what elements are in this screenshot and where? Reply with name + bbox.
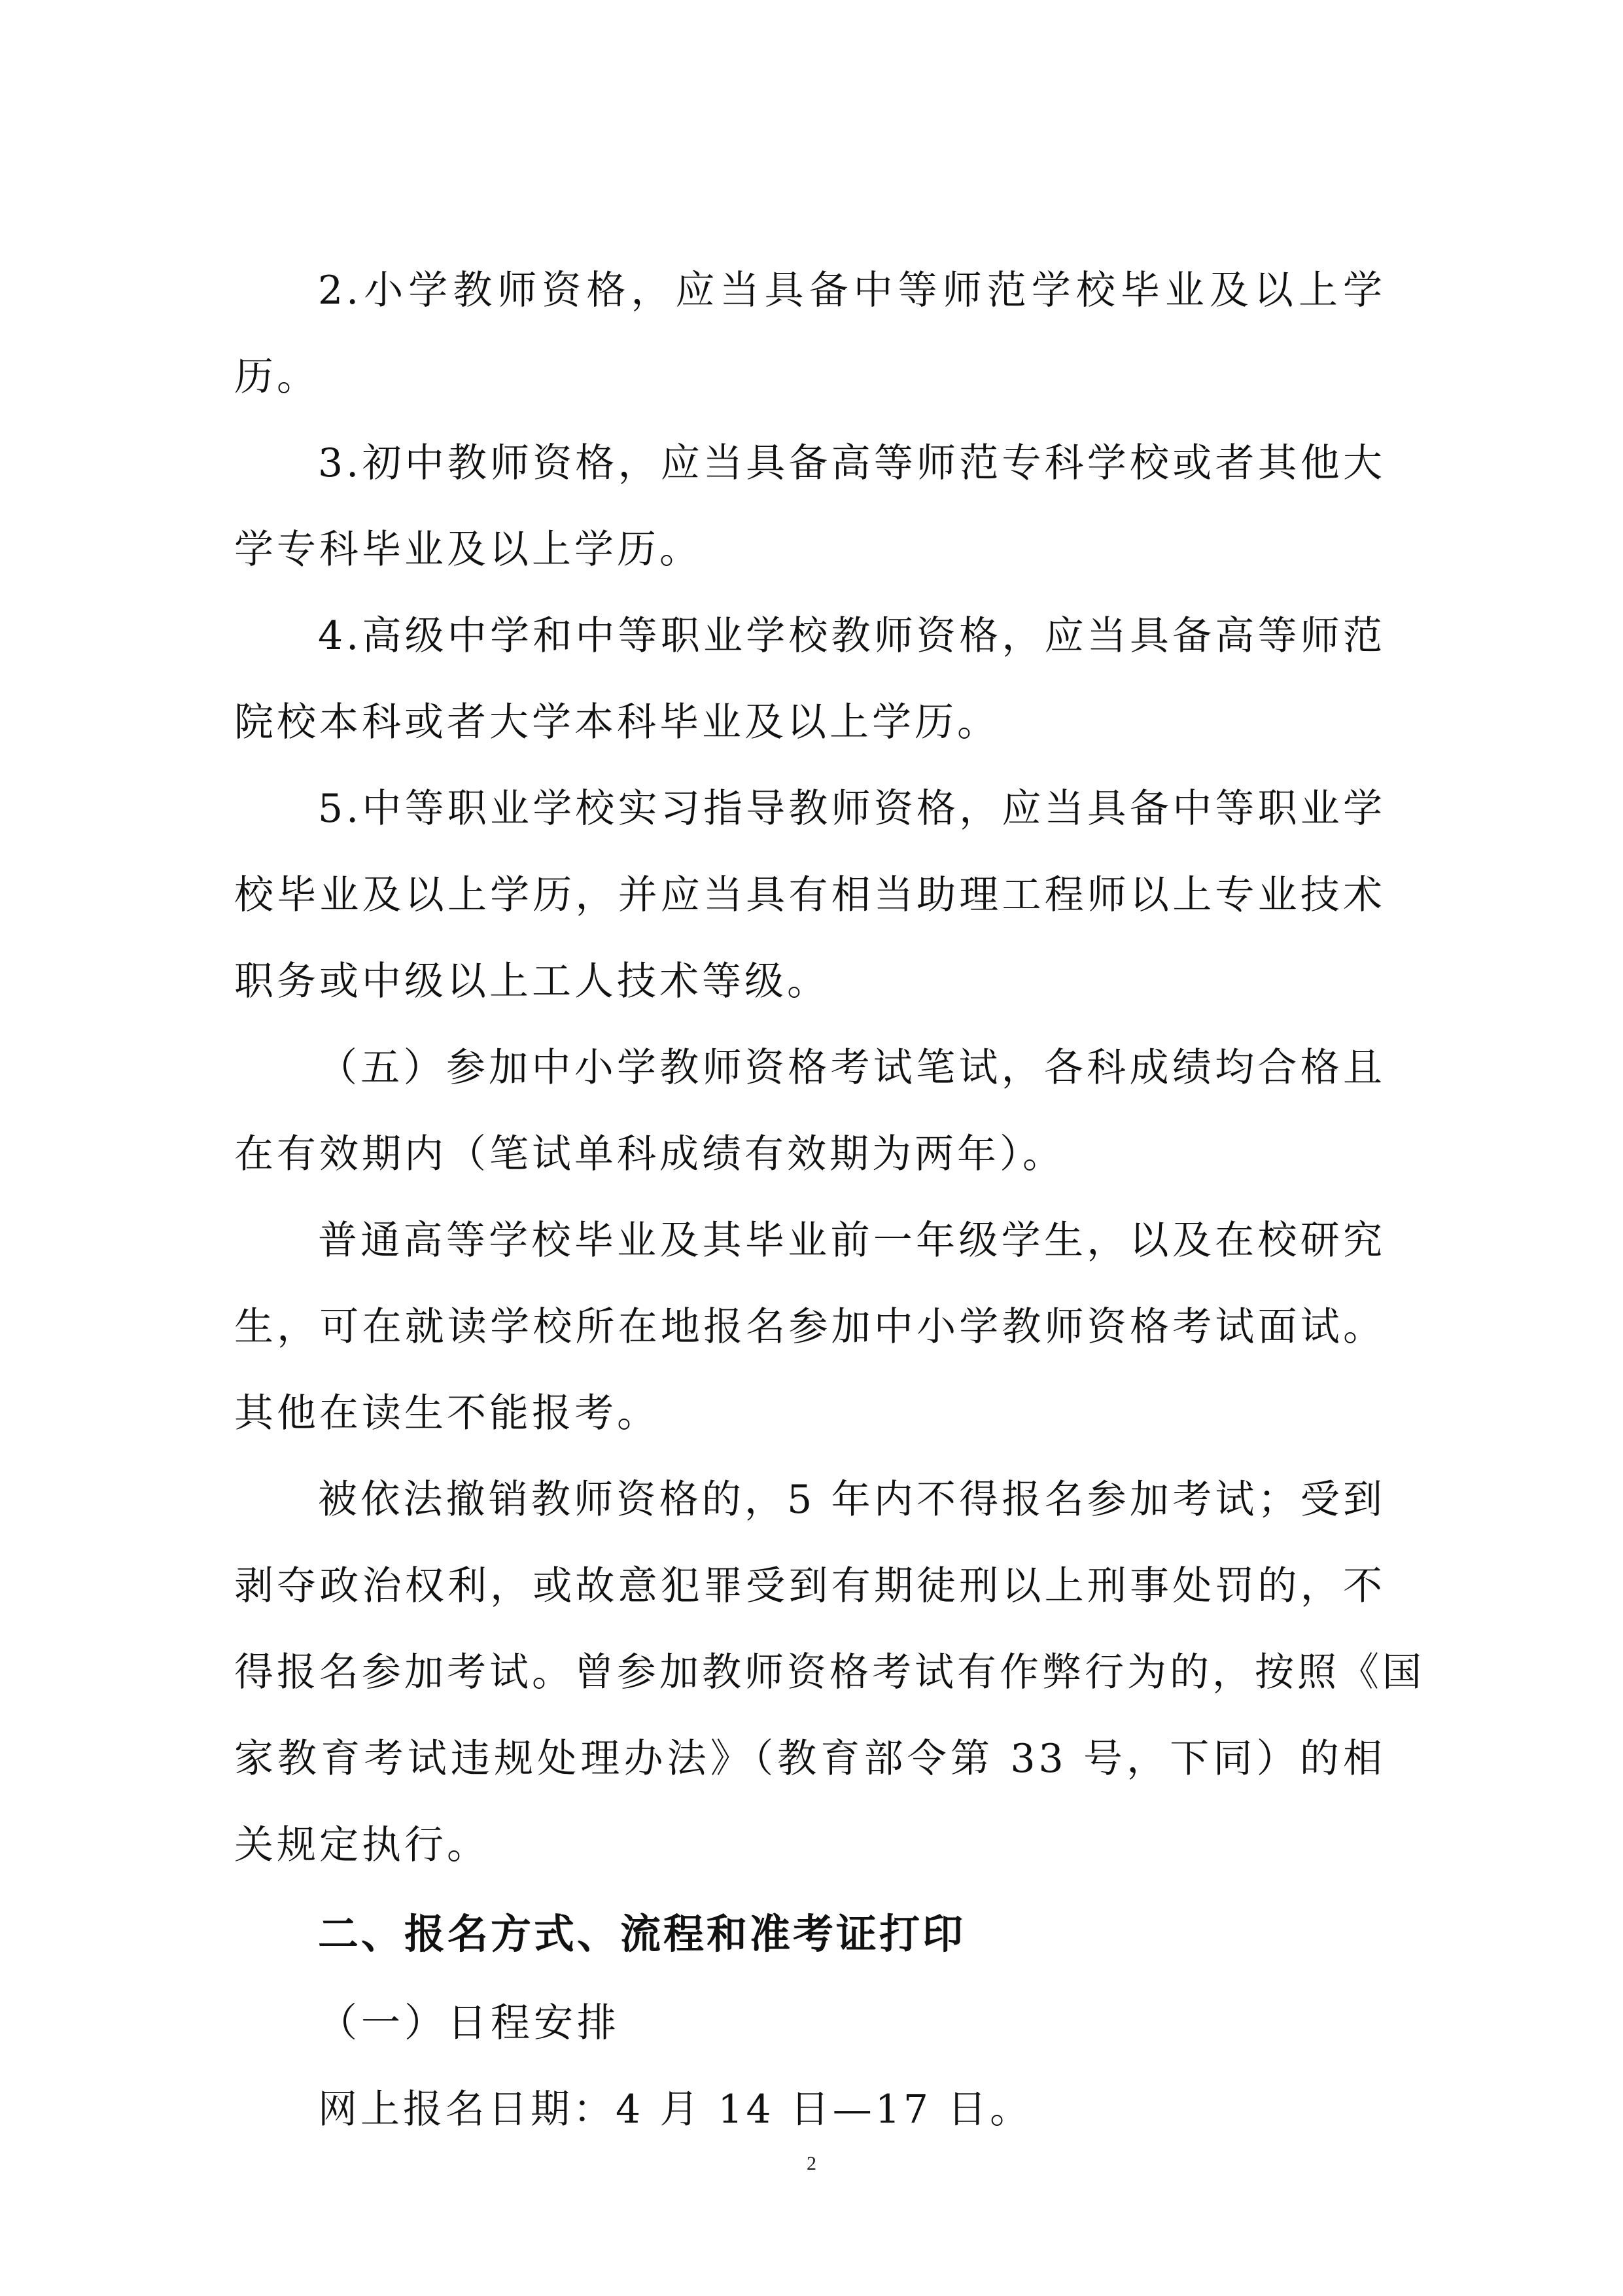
paragraph-primary-teacher	[234, 247, 1386, 420]
paragraph-line: 校毕业及以上学历，并应当具有相当助理工程师以上专业技术	[234, 872, 1386, 918]
paragraph-vocational-instructor	[234, 766, 1386, 1025]
paragraph-line: 普通高等学校毕业及其毕业前一年级学生，以及在校研究	[318, 1218, 1386, 1263]
page-number: 2	[807, 2153, 816, 2174]
paragraph-line: 其他在读生不能报考。	[234, 1390, 659, 1436]
paragraph-senior-high-teacher	[234, 593, 1386, 766]
paragraph-line: 家教育考试违规处理办法》（教育部令第 33 号，下同）的相	[234, 1736, 1386, 1782]
paragraph-junior-high-teacher	[234, 420, 1386, 593]
paragraph-line: 剥夺政治权利，或故意犯罪受到有期徒刑以上刑事处罚的，不	[234, 1563, 1386, 1609]
paragraph-line: 历。	[234, 354, 319, 400]
paragraph-line: 学专科毕业及以上学历。	[234, 527, 702, 573]
section-heading: 二、报名方式、流程和准考证打印	[318, 1910, 966, 1958]
paragraph-student-eligibility	[234, 1197, 1386, 1457]
paragraph-line: 被依法撤销教师资格的，5 年内不得报名参加考试；受到	[318, 1477, 1386, 1523]
paragraph-line: 在有效期内（笔试单科成绩有效期为两年）。	[234, 1131, 1065, 1177]
paragraph-line: 5.中等职业学校实习指导教师资格，应当具备中等职业学	[318, 786, 1386, 832]
paragraph-line: 关规定执行。	[234, 1822, 489, 1868]
subsection-heading: （一）日程安排	[318, 2000, 620, 2046]
schedule-text: 网上报名日期：4 月 14 日—17 日。	[318, 2087, 1033, 2132]
paragraph-line: （五）参加中小学教师资格考试笔试，各科成绩均合格且	[318, 1045, 1386, 1091]
paragraph-line: 得报名参加考试。曾参加教师资格考试有作弊行为的，按照《国	[234, 1650, 1425, 1695]
paragraph-disqualification	[234, 1457, 1425, 1888]
paragraph-line: 3.初中教师资格，应当具备高等师范专科学校或者其他大	[318, 440, 1386, 486]
document-body	[234, 247, 1425, 2153]
paragraph-line: 职务或中级以上工人技术等级。	[234, 959, 829, 1004]
paragraph-schedule	[234, 2066, 1386, 2153]
paragraph-line: 院校本科或者大学本科毕业及以上学历。	[234, 699, 1000, 745]
paragraph-line: 生，可在就读学校所在地报名参加中小学教师资格考试面试。	[234, 1304, 1386, 1350]
paragraph-line: 4.高级中学和中等职业学校教师资格，应当具备高等师范	[318, 613, 1386, 659]
paragraph-written-exam-requirement	[234, 1025, 1386, 1197]
paragraph-line: 2.小学教师资格，应当具备中等师范学校毕业及以上学	[318, 268, 1386, 313]
